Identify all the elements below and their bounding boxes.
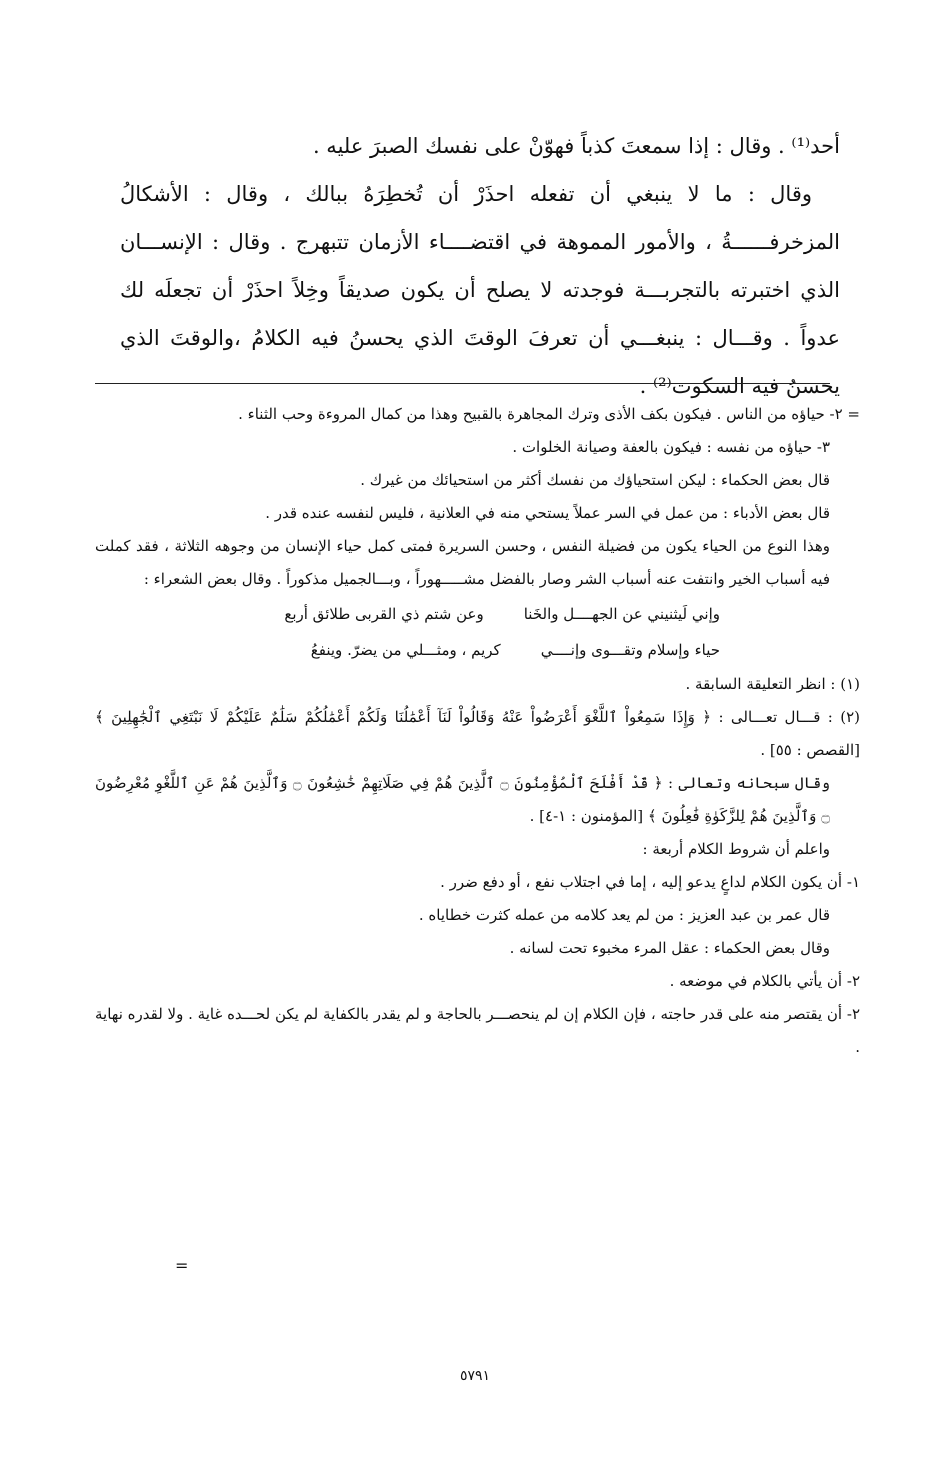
verse-second-half: كريم ، ومثـــلي من يضرّ. وينفعُ (310, 641, 501, 659)
footnote-line: ٣- حياؤه من نفسه : فيكون بالعفة وصيانة الخلوات . (512, 438, 830, 456)
footnote-paragraph: وهذا النوع من الحياء يكون من فضيلة النفس ، وحسن السريرة فمتى كمل حياء الإنسان من وجوهه الثلاثة ، فقد كملت فيه أسباب الخير وانتفت عنه أسباب الشر وصار بالفضل مشـــــهوراً ، وبـــالجميل مذكوراً . وقال بعض الشعراء : (95, 537, 830, 588)
verse-second-half: وعن شتم ذي القربى طلائق أربع (284, 605, 484, 623)
footnote-2-quran-2: وقال سبحانه وتعالى : ﴿ قَدْ أَفْلَحَ ٱلْمُؤْمِنُونَ ۝ ٱلَّذِينَ هُمْ فِي صَلَاتِهِمْ خَٰشِعُونَ ۝ وَٱلَّذِينَ هُمْ عَنِ ٱللَّغْوِ مُعْرِضُونَ ۝ وَٱلَّذِينَ هُمْ لِلزَّكَوٰةِ فَٰعِلُونَ ﴾ [المؤمنون : ١-٤] . (95, 774, 830, 825)
continuation-mark: = (175, 1256, 189, 1275)
footnote-separator (95, 383, 830, 384)
footnote-1: (١) : انظر التعليقة السابقة . (685, 675, 860, 693)
footnote-line: = ٢- حياؤه من الناس . فيكون بكف الأذى وترك المجاهرة بالقبيح وهذا من كمال المروءة وحب الثناء . (238, 405, 860, 423)
footnote-line: واعلم أن شروط الكلام أربعة : (642, 840, 830, 858)
page-number: ٥٧٩١ (459, 1368, 491, 1384)
footnote-line: قال بعض الحكماء : ليكن استحياؤك من نفسك أكثر من استحيائك من غيرك . (360, 471, 830, 489)
footnote-2-quran: (٢) : قـــال تعـــالى : ﴿ وَإِذَا سَمِعُواْ ٱللَّغْوَ أَعْرَضُواْ عَنْهُ وَقَالُواْ لَنَآ أَعْمَٰلُنَا وَلَكُمْ أَعْمَٰلُكُمْ سَلَٰمٌ عَلَيْكُمْ لَا نَبْتَغِي ٱلْجَٰهِلِينَ ﴾ [القصص : ٥٥] . (95, 708, 860, 759)
condition-1: ١- أن يكون الكلام لداعٍ يدعو إليه ، إما في اجتلاب نفع ، أو دفع ضرر . (440, 873, 860, 891)
condition-3: ٢- أن يقتصر منه على قدر حاجته ، فإن الكلام إن لم ينحصـــر بالحاجة و لم يقدر بالكفاية لم يكن لحـــده غاية . ولا لقدره نهاية . (95, 1005, 860, 1056)
main-paragraph-2: وقال : ما لا ينبغي أن تفعله احذَرْ أن تُخطِرَهُ ببالك ، وقال : الأشكالُ المزخرفــــــةُ ، والأمور المموهة في اقتضــــاء الأزمان تتبهرج . وقال : الإنســـان الذي اختبرته بالتجربـــة فوجدته لا يصلح أن يكون صديقاً وخِلاً احذَرْ أن تجعلَه لك عدواً . وقـــال : ينبغـــي أن تعرفَ الوقتَ الذي يحسنُ فيه الكلامُ ،والوقتَ الذي يحسنُ فيه السكوت⁽²⁾ . (120, 182, 840, 398)
poem-verse-1 (95, 596, 860, 632)
footnote-line: قال بعض الأدباء : من عمل في السر عملاً يستحي منه في العلانية ، فليس لنفسه عنده قدر . (265, 504, 830, 522)
main-paragraph-1: أحد⁽¹⁾ . وقال : إذا سمعتَ كذباً فهوّنْ على نفسك الصبرَ عليه . (312, 134, 840, 158)
main-text (120, 122, 840, 410)
condition-2: ٢- أن يأتي بالكلام في موضعه . (669, 972, 860, 990)
verse-first-half: وإني لَيثنيني عن الجهــــل والخَنا (523, 605, 720, 623)
quote-line: قال عمر بن عبد العزيز : من لم يعد كلامه من عمله كثرت خطاياه . (418, 906, 830, 924)
footnotes (95, 398, 860, 1064)
poem-verse-2 (95, 632, 860, 668)
quote-line: وقال بعض الحكماء : عقل المرء مخبوء تحت لسانه . (509, 939, 830, 957)
verse-first-half: حياء وإسلام وتقـــوى وإنــــي (540, 641, 720, 659)
